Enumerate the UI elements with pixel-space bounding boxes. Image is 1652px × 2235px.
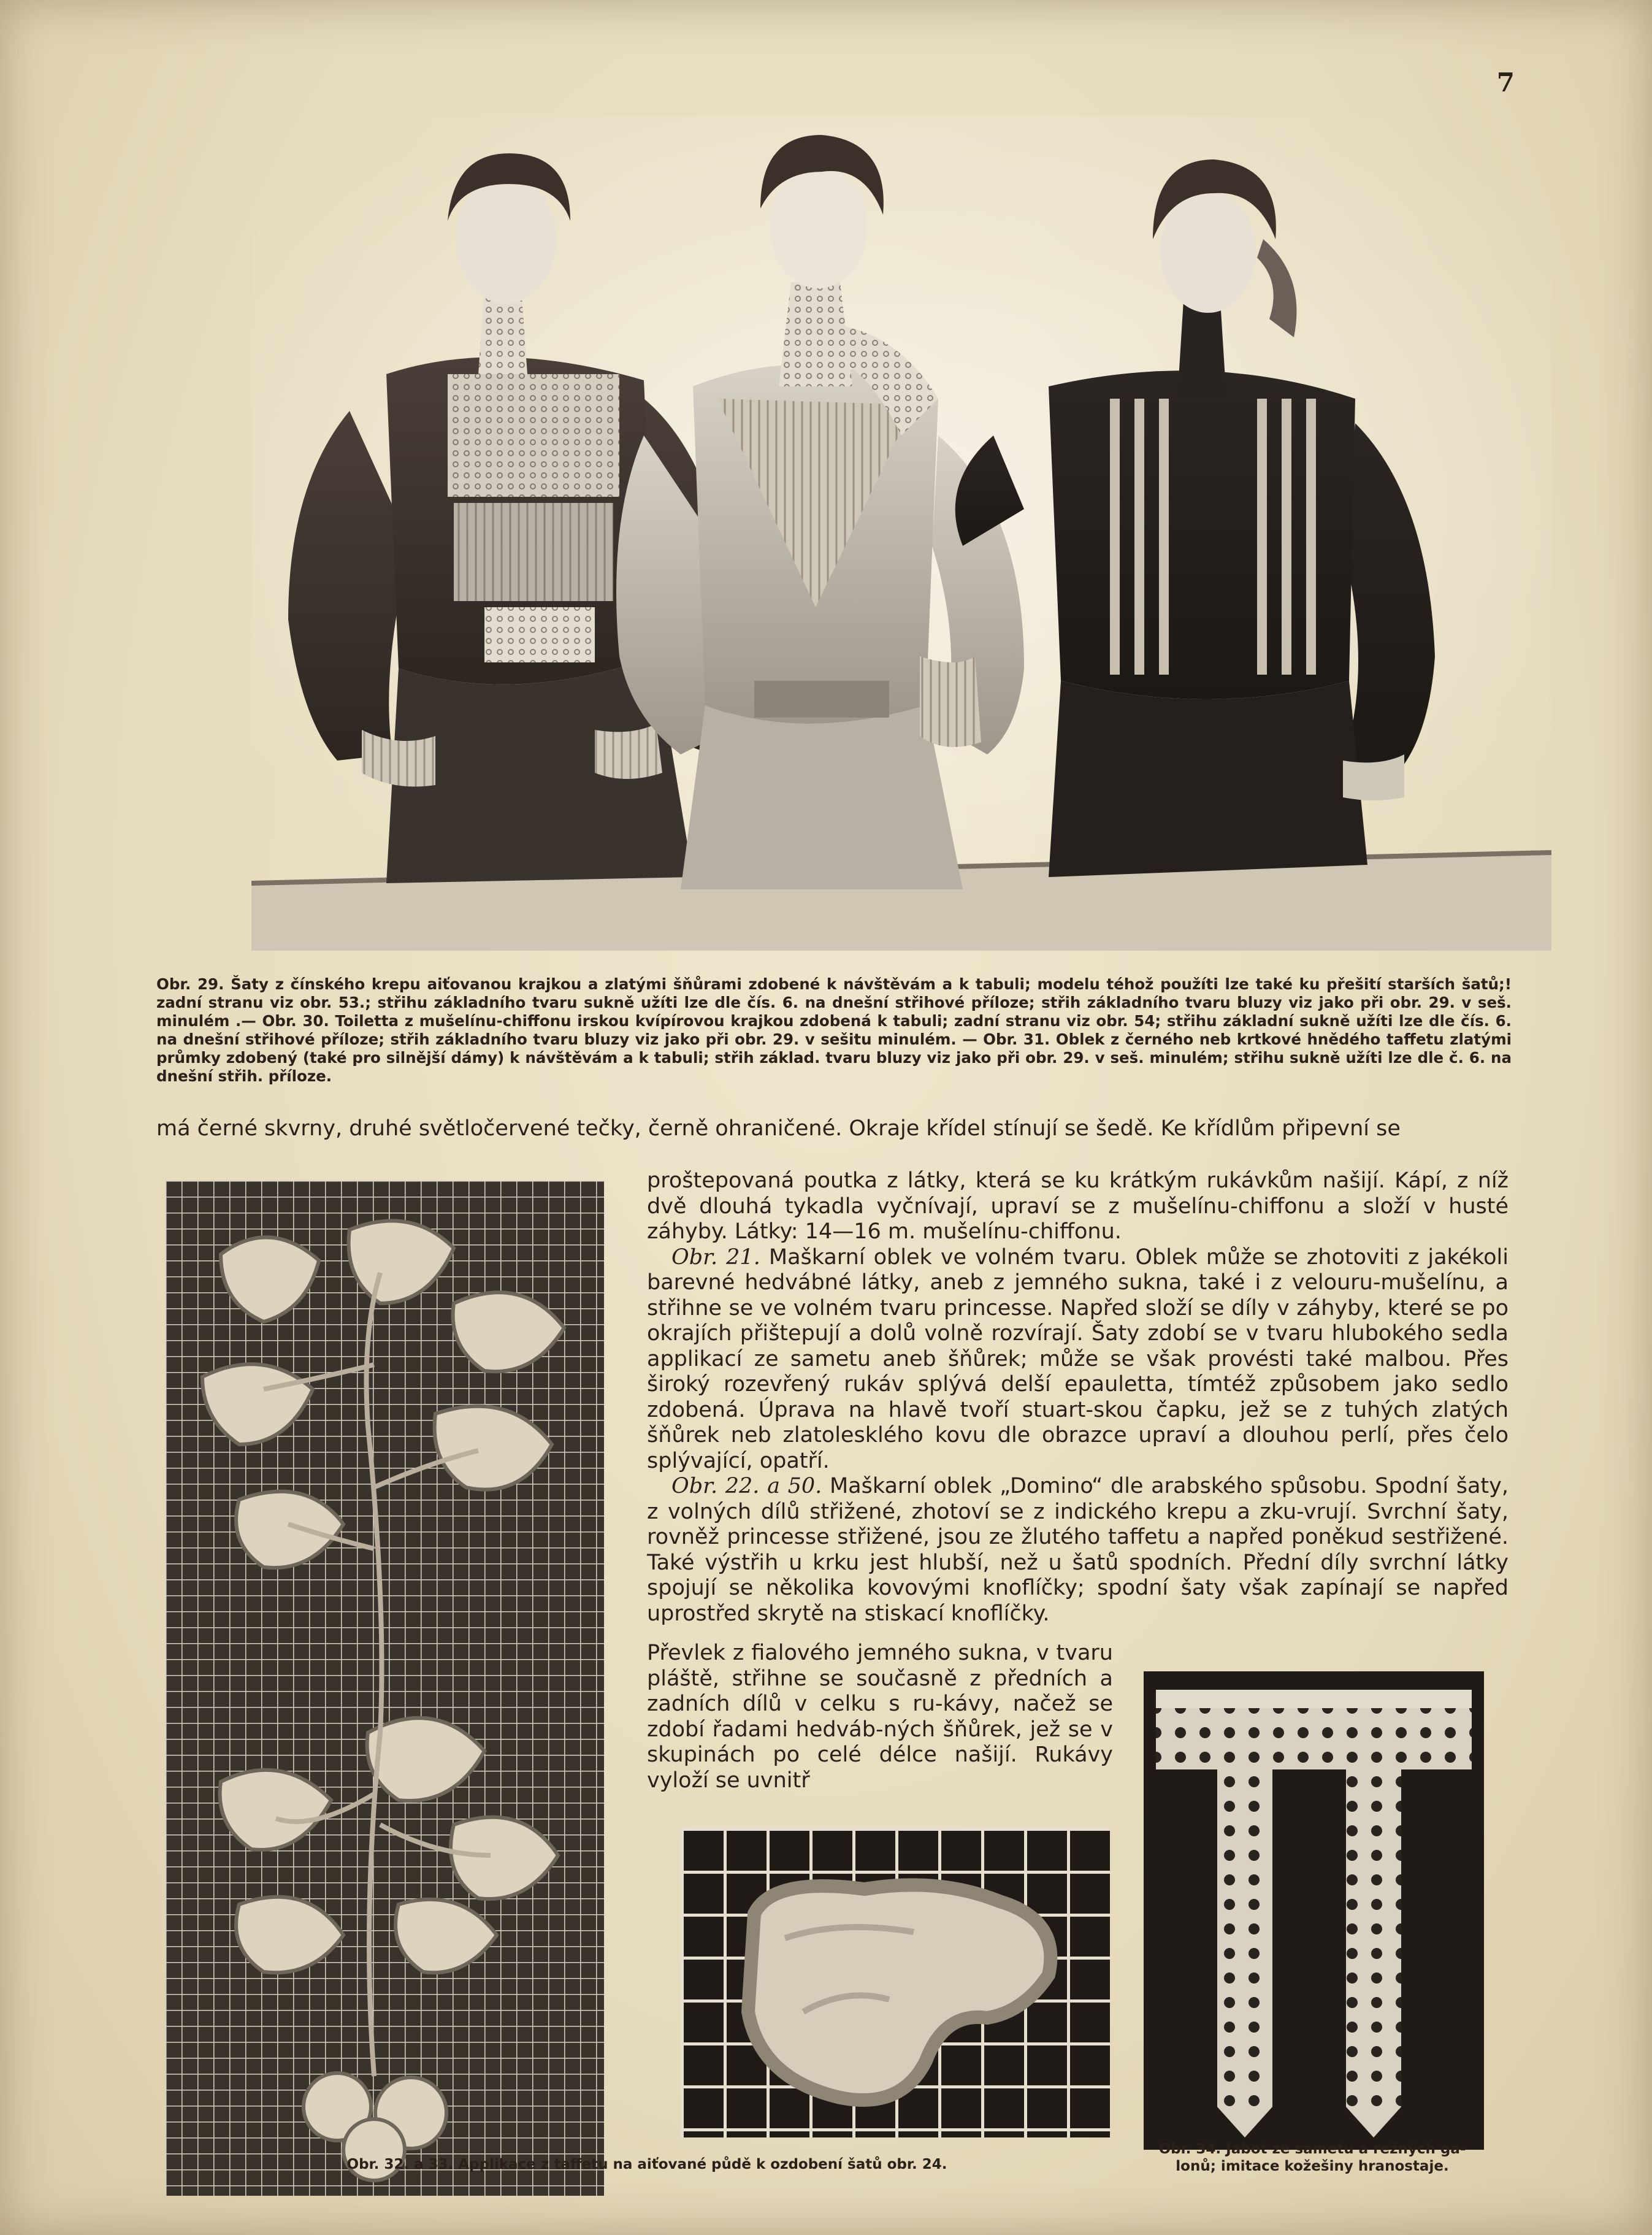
fashion-engraving-image [251,117,1551,951]
figure-ref-obr-21: Obr. 21. [671,1244,760,1270]
figure-ref-obr-22-50: Obr. 22. a 50. [671,1474,822,1498]
jabot-illustration [1144,1671,1484,2150]
body-text-full-width-line [156,1116,1509,1142]
applique-detail-illustration [681,1828,1110,2137]
applique-leaves-image [166,1181,604,2196]
paragraph-obr-21 [647,1245,1509,1474]
jabot-image [1144,1671,1484,2150]
figure-caption-34-line2: lonů; imitace kožešiny hranostaje. [1176,2158,1449,2174]
paragraph-obr-22-50-text: Maškarní oblek „Domino“ dle arabského spůsobu. Spodní šaty, z volných dílů střižené, zhotoví se z indického krepu a zku-vrují. Svrchní šaty, rovněž princesse střižené, jsou ze žlutého taffetu a napřed poněkud sestřižené. Také výstřih u krku jest hlubší, než u šatů spodních. Přední díly svrchní látky spojují se několika kovovými knoflíčky; spodní šaty však zapínají se napřed uprostřed skrytě na stiskací knoflíčky. [647,1474,1509,1626]
paragraph-obr-21-text: Maškarní oblek ve volném tvaru. Oblek může se zhotoviti z jakékoli barevné hedvábné látky, aneb z jemného sukna, také i z velouru-mušelínu, a střihne se ve volném tvaru princesse. Napřed složí se díly v záhyby, které se po okrajích přištepují a dolů volně rozvírají. Šaty zdobí se v tvaru hlubokého sedla applikací ze sametu aneb šňůrek; může se však provésti také malbou. Přes široký rozevřený rukáv splývá delší epauletta, tímtéž způsobem jako sedlo zdobená. Úprava na hlavě tvoří stuart-skou čapku, jež se z tuhých zlatých šňůrek neb zlatolesklého kovu dle obrazce upraví a dlouhou perlí, přes čelo splývající, opatří. [647,1244,1509,1473]
figure-caption-34-line1: Obr. 34. Jabot ze sametu a režných ga- [1158,2141,1466,2157]
figure-caption-32-33: Obr. 32. a 33. Applikace z taffetu na aiťované půdě k ozdobení šatů obr. 24. [346,2156,947,2172]
page-number: 7 [1496,67,1515,98]
figure-caption-29-31: Obr. 29. Šaty z čínského krepu aiťovanou krajkou a zlatými šňůrami zdobené k návštěvám a k tabuli; modelu téhož použíti lze také ku přešití starších šatů;! zadní stranu viz obr. 53.; střihu základního tvaru sukně užíti lze dle čís. 6. na dnešní střihové příloze; střih základního tvaru bluzy viz jako při obr. 29. v seš. minulém .— Obr. 30. Toiletta z mušelínu-chiffonu irskou kvípírovou krajkou zdobená k tabuli; zadní stranu viz obr. 54; střihu základní sukně užíti lze dle čís. 6. na dnešní střihové příloze; střih základního tvaru bluzy viz jako při obr. 29. v sešitu minulém. — Obr. 31. Oblek z černého neb krtkové hnědého taffetu zlatými průmky zdobený (také pro silnější dámy) k návštěvám a k tabuli; střih základ. tvaru bluzy viz jako při obr. 29. v seš. minulém; střihu sukně užíti lze dle č. 6. na dnešní střih. příloze. [156,975,1512,1085]
applique-leaves-illustration [166,1181,604,2196]
paragraph-cloak: Převlek z fialového jemného sukna, v tvaru pláště, střihne se současně z předních a zadních dílů v celku s ru-kávy, načež se zdobí řadami hedváb-ných šňůrek, jež se v skupinách po celé délce našijí. Rukávy vyloží se uvnitř [647,1641,1113,1793]
body-text-narrow-column [647,1641,1113,1793]
fashion-illustration-three-blouses [251,117,1551,951]
figure-caption-34 [1128,2141,1496,2175]
applique-detail-image [681,1828,1110,2137]
paragraph-wing-loops: proštepovaná poutka z látky, která se ku krátkým rukávkům našijí. Kápí, z níž dvě dlouhá tykadla vyčnívají, upraví se z mušelínu-chiffonu a složí v husté záhyby. Látky: 14—16 m. mušelínu-chiffonu. [647,1168,1509,1244]
continuation-line: má černé skvrny, druhé světločervené tečky, černě ohraničené. Okraje křídel stínují se šedě. Ke křídlům připevní se [156,1116,1401,1141]
paragraph-obr-22-50 [647,1474,1509,1627]
body-text-right-column [647,1168,1509,1627]
